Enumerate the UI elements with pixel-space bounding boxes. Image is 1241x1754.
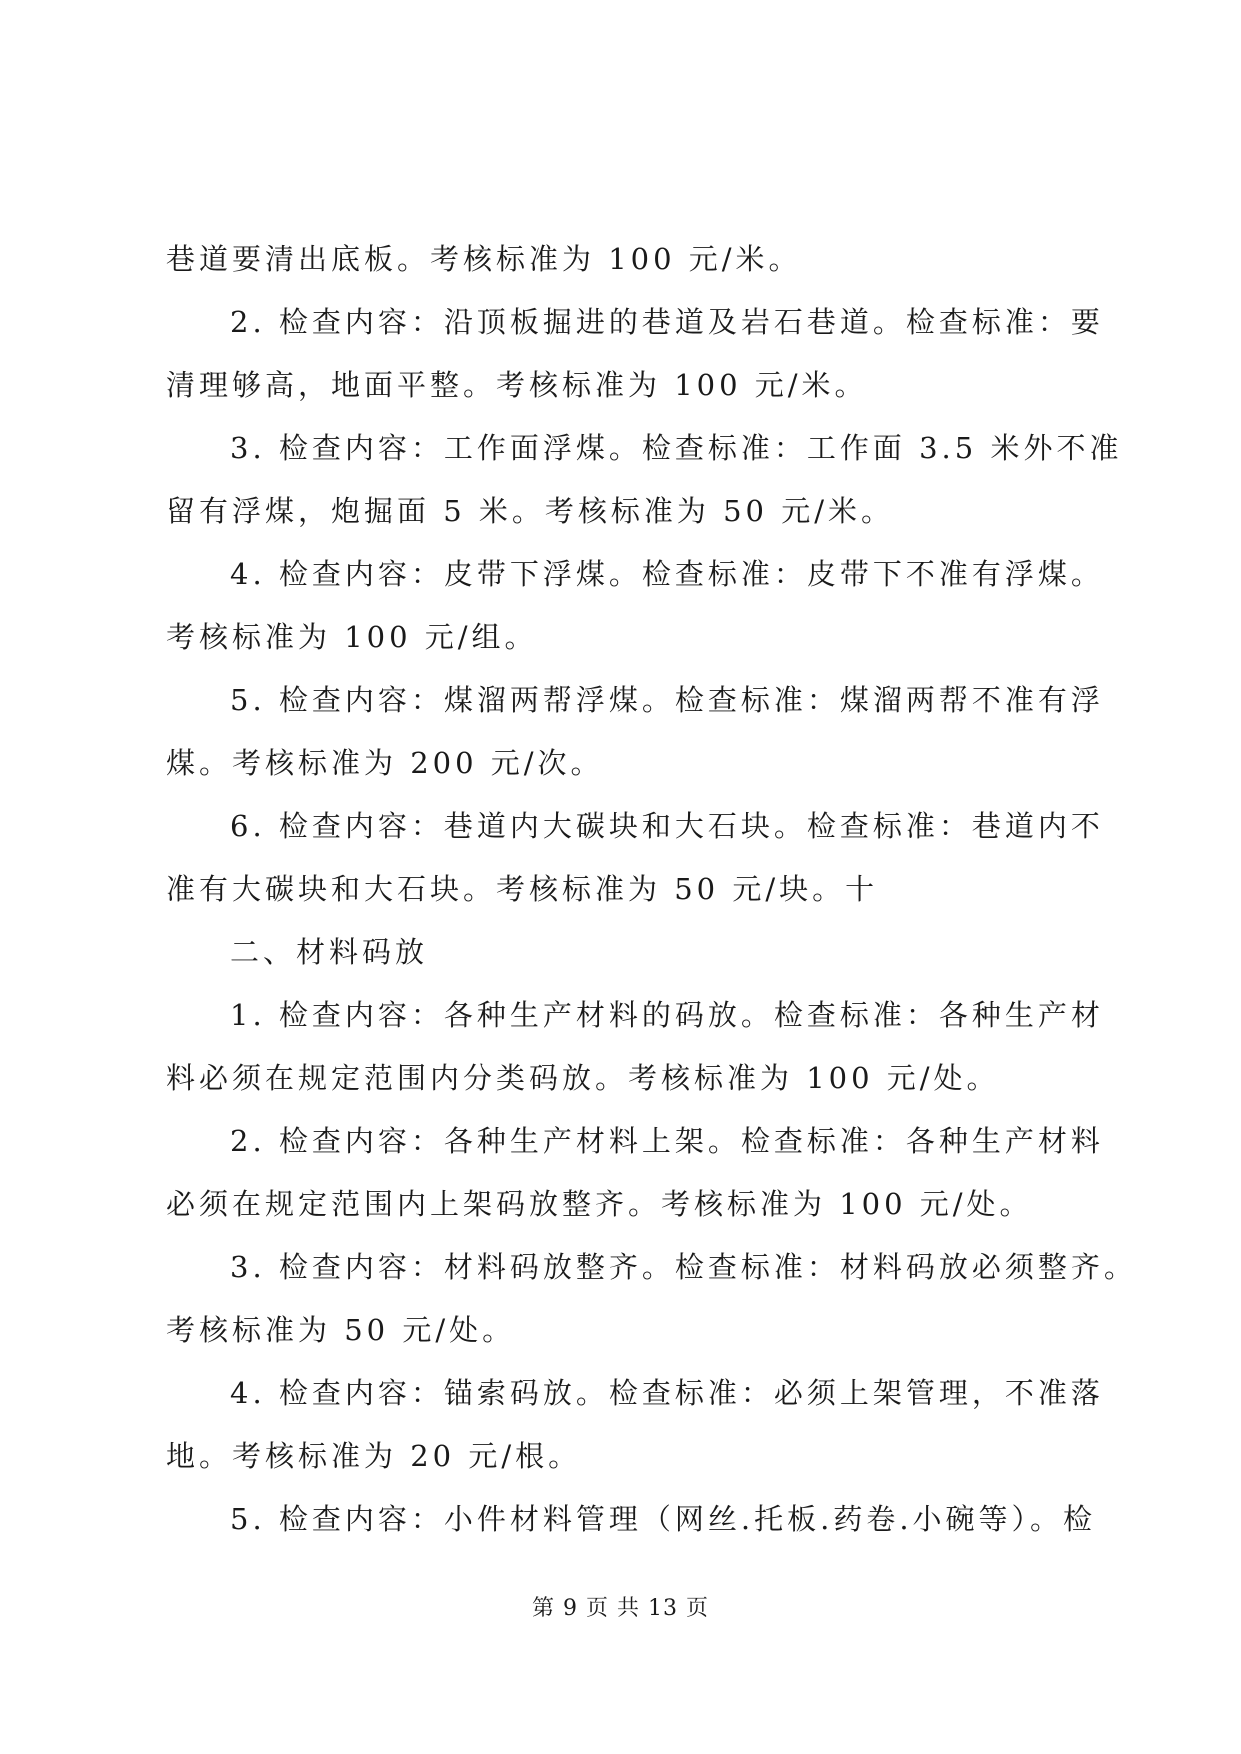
document-body bbox=[166, 228, 1137, 1551]
text-line: 煤。考核标准为 200 元/次。 bbox=[166, 746, 604, 780]
text-line: 料必须在规定范围内分类码放。考核标准为 100 元/处。 bbox=[166, 1061, 1000, 1095]
text-line: 5. 检查内容：小件材料管理（网丝.托板.药卷.小碗等）。检 bbox=[230, 1502, 1097, 1536]
text-line: 地。考核标准为 20 元/根。 bbox=[166, 1439, 582, 1473]
text-line: 2. 检查内容：各种生产材料上架。检查标准：各种生产材料 bbox=[230, 1124, 1104, 1158]
text-line: 3. 检查内容：材料码放整齐。检查标准：材料码放必须整齐。 bbox=[230, 1250, 1137, 1284]
text-line: 1. 检查内容：各种生产材料的码放。检查标准：各种生产材 bbox=[230, 998, 1104, 1032]
section-heading: 二、材料码放 bbox=[230, 935, 429, 969]
text-line: 6. 检查内容：巷道内大碳块和大石块。检查标准：巷道内不 bbox=[230, 809, 1104, 843]
text-line: 考核标准为 50 元/处。 bbox=[166, 1313, 516, 1347]
text-line: 必须在规定范围内上架码放整齐。考核标准为 100 元/处。 bbox=[166, 1187, 1033, 1221]
text-line: 5. 检查内容：煤溜两帮浮煤。检查标准：煤溜两帮不准有浮 bbox=[230, 683, 1104, 717]
text-line: 清理够高，地面平整。考核标准为 100 元/米。 bbox=[166, 368, 868, 402]
text-line: 2. 检查内容：沿顶板掘进的巷道及岩石巷道。检查标准：要 bbox=[230, 305, 1104, 339]
text-line: 留有浮煤，炮掘面 5 米。考核标准为 50 元/米。 bbox=[166, 494, 894, 528]
text-line: 考核标准为 100 元/组。 bbox=[166, 620, 538, 654]
text-line: 3. 检查内容：工作面浮煤。检查标准：工作面 3.5 米外不准 bbox=[230, 431, 1123, 465]
text-line: 巷道要清出底板。考核标准为 100 元/米。 bbox=[166, 242, 802, 276]
page-number-footer: 第 9 页 共 13 页 bbox=[532, 1596, 709, 1621]
text-line: 准有大碳块和大石块。考核标准为 50 元/块。十 bbox=[166, 872, 879, 906]
text-line: 4. 检查内容：皮带下浮煤。检查标准：皮带下不准有浮煤。 bbox=[230, 557, 1104, 591]
text-line: 4. 检查内容：锚索码放。检查标准：必须上架管理，不准落 bbox=[230, 1376, 1104, 1410]
